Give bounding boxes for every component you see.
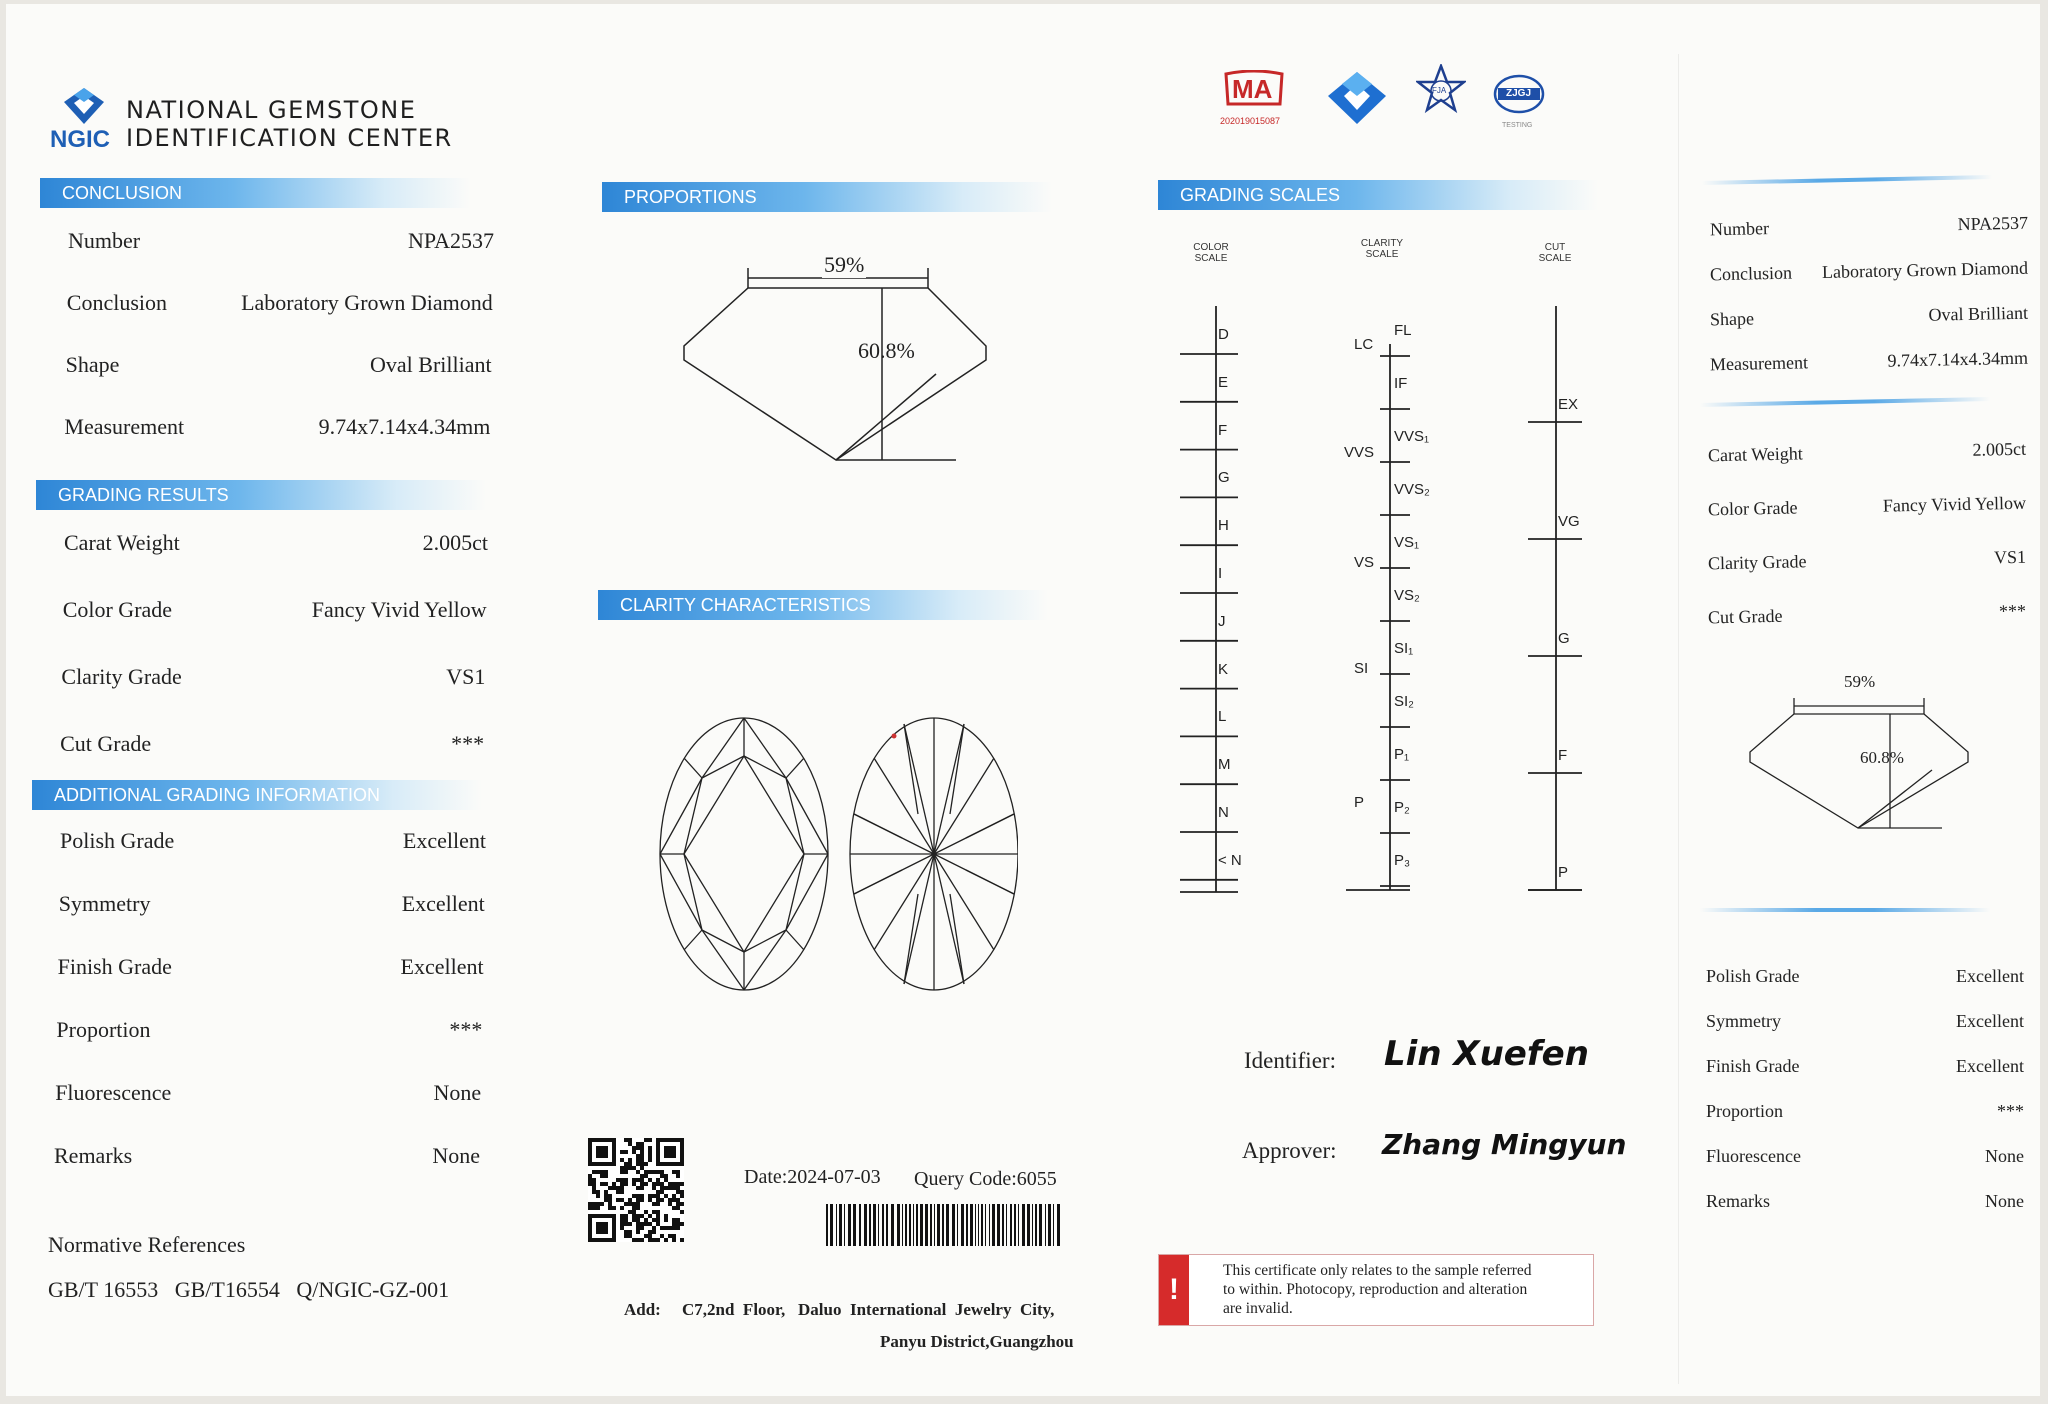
clarity-grade-label: P₃	[1394, 852, 1411, 869]
info-value: Excellent	[400, 954, 484, 979]
info-value: Oval Brilliant	[370, 352, 492, 377]
clarity-characteristics-banner: CLARITY CHARACTERISTICS	[598, 590, 1048, 620]
color-grade-label: < N	[1218, 851, 1242, 869]
identifier-label: Identifier:	[1244, 1048, 1336, 1073]
info-label: Measurement	[64, 414, 185, 439]
color-grade-label: D	[1218, 326, 1229, 343]
info-value: Fancy Vivid Yellow	[1882, 492, 2027, 516]
conclusion-banner: CONCLUSION	[40, 178, 470, 208]
info-row	[58, 954, 484, 980]
info-row	[1708, 601, 2026, 629]
warning-box	[1158, 1254, 1594, 1326]
info-label: Remarks	[1706, 1191, 1770, 1211]
info-row	[61, 664, 485, 690]
info-label: Symmetry	[1706, 1011, 1781, 1031]
info-row	[1710, 303, 2028, 331]
warning-icon: !	[1159, 1255, 1189, 1325]
clarity-grade-label: FL	[1394, 322, 1412, 339]
info-label: Cut Grade	[1707, 605, 1783, 628]
cut-grade-label: F	[1558, 747, 1568, 764]
info-value: ***	[1997, 1101, 2024, 1121]
clarity-grade-label: VS₂	[1394, 587, 1420, 604]
info-row	[1710, 213, 2028, 241]
clarity-grade-label: SI₁	[1394, 640, 1414, 657]
grading-scales-banner: GRADING SCALES	[1158, 180, 1598, 210]
info-row	[67, 290, 493, 316]
info-row	[59, 891, 485, 917]
info-row	[64, 530, 488, 556]
color-grade-label: L	[1218, 708, 1227, 726]
clarity-grade-label: P₁	[1394, 746, 1410, 763]
summary-table-percent: 59%	[1844, 672, 1876, 691]
depth-percent: 60.8%	[858, 338, 915, 363]
info-value: ***	[451, 731, 485, 756]
summary-top-rule	[1702, 175, 1992, 185]
color-grade-label: H	[1218, 517, 1229, 535]
info-label: Color Grade	[1707, 497, 1798, 520]
color-grade-label: I	[1218, 565, 1223, 582]
info-value: VS1	[1993, 546, 2027, 568]
address-label: Add:	[624, 1300, 661, 1319]
identifier-signature: Lin Xuefen	[1384, 1034, 1589, 1074]
info-value: VS1	[446, 664, 486, 689]
info-value: None	[1985, 1191, 2024, 1211]
clarity-grade-label: P₂	[1394, 799, 1410, 816]
summary-mid-rule	[1700, 397, 1990, 407]
info-label: Conclusion	[66, 290, 168, 315]
color-grade-label: K	[1218, 660, 1229, 678]
info-label: Carat Weight	[1707, 443, 1803, 466]
info-row	[60, 828, 486, 854]
table-percent: 59%	[824, 252, 865, 277]
info-row	[64, 414, 490, 440]
grading-results-banner: GRADING RESULTS	[36, 480, 486, 510]
info-label: Fluorescence	[55, 1080, 172, 1105]
info-label: Conclusion	[1709, 262, 1793, 285]
info-value: 9.74x7.14x4.34mm	[318, 414, 491, 439]
additional-info-banner: ADDITIONAL GRADING INFORMATION	[32, 780, 482, 810]
color-grade-label: J	[1218, 612, 1226, 630]
info-label: Clarity Grade	[1707, 551, 1807, 574]
info-label: Remarks	[54, 1143, 133, 1168]
color-scale-title: COLOR SCALE	[1193, 242, 1229, 264]
clarity-grade-label: IF	[1394, 375, 1408, 392]
cma-number: 202019015087	[1220, 116, 1281, 126]
info-value: Laboratory Grown Diamond	[1821, 257, 2029, 282]
info-label: Finish Grade	[1706, 1056, 1800, 1076]
summary-proportions-diagram	[1746, 690, 1972, 832]
info-label: Proportion	[56, 1017, 151, 1042]
scale-lines	[1166, 294, 1606, 904]
info-value: 9.74x7.14x4.34mm	[1887, 347, 2029, 371]
info-value: 2.005ct	[422, 530, 488, 555]
info-row	[1706, 966, 2024, 987]
info-label: Clarity Grade	[61, 664, 182, 689]
info-row	[1708, 547, 2026, 575]
card-divider	[1678, 54, 1679, 1384]
barcode-icon	[826, 1204, 1064, 1246]
info-label: Fluorescence	[1706, 1146, 1801, 1166]
cut-scale-title: CUT SCALE	[1538, 242, 1572, 264]
info-value: Excellent	[1956, 1056, 2024, 1076]
info-value: Fancy Vivid Yellow	[311, 597, 487, 622]
proportions-diagram	[676, 254, 996, 474]
info-label: Cut Grade	[60, 731, 152, 756]
info-row	[1706, 1056, 2024, 1077]
info-row	[63, 597, 487, 623]
info-row	[56, 1017, 482, 1043]
fja-mark-text: FJA	[1432, 86, 1447, 95]
cma-mark-text: MA	[1232, 74, 1273, 104]
normative-refs: GB/T 16553 GB/T16554 Q/NGIC-GZ-001	[48, 1277, 450, 1302]
info-row	[68, 228, 494, 254]
info-row	[55, 1080, 481, 1106]
clarity-group-label: VVS	[1344, 444, 1375, 461]
info-label: Color Grade	[62, 597, 173, 622]
info-value: NPA2537	[408, 228, 494, 253]
info-label: Polish Grade	[1706, 966, 1800, 986]
logo-line-2: IDENTIFICATION CENTER	[126, 124, 453, 152]
cut-grade-label: G	[1558, 630, 1570, 647]
info-row	[1706, 1101, 2024, 1122]
clarity-group-label: LC	[1354, 336, 1374, 353]
cut-grade-label: EX	[1558, 396, 1579, 413]
info-label: Finish Grade	[57, 954, 172, 979]
info-row	[1708, 439, 2026, 467]
info-value: 2.005ct	[1972, 438, 2027, 460]
info-row	[1706, 1011, 2024, 1032]
color-grade-label: G	[1218, 469, 1230, 487]
info-label: Measurement	[1709, 352, 1809, 375]
approver-label: Approver:	[1242, 1138, 1337, 1163]
query-code: Query Code:6055	[914, 1168, 1057, 1190]
info-value: ***	[449, 1017, 483, 1042]
info-label: Shape	[65, 352, 120, 377]
color-grade-label: E	[1218, 373, 1229, 391]
info-row	[1706, 1191, 2024, 1212]
info-value: NPA2537	[1957, 212, 2029, 235]
info-value: Excellent	[1956, 1011, 2024, 1031]
info-value: None	[1985, 1146, 2024, 1166]
color-grade-label: M	[1218, 756, 1231, 774]
issue-date: Date:2024-07-03	[744, 1166, 881, 1188]
info-value: Laboratory Grown Diamond	[241, 290, 493, 315]
info-row	[1706, 1146, 2024, 1167]
info-label: Proportion	[1706, 1101, 1784, 1121]
color-grade-label: N	[1218, 804, 1229, 821]
clarity-grade-label: VVS₂	[1394, 481, 1430, 498]
certificate-sheet	[6, 4, 2040, 1396]
clarity-grade-label: VVS₁	[1394, 428, 1430, 445]
clarity-grade-label: VS₁	[1394, 534, 1420, 551]
info-value: Excellent	[401, 891, 485, 916]
clarity-plot-diagram	[656, 714, 1018, 994]
ngic-logo-word: NGIC	[50, 126, 110, 153]
clarity-group-label: VS	[1354, 554, 1375, 571]
normative-title: Normative References	[48, 1232, 246, 1257]
ngic-blue-mark-icon	[1326, 70, 1388, 126]
info-label: Carat Weight	[64, 530, 180, 555]
info-row	[1710, 258, 2028, 286]
info-value: None	[432, 1143, 480, 1168]
zjgj-mark-text: ZJGJ	[1506, 88, 1532, 99]
ngic-diamond-logo-icon	[62, 88, 106, 124]
info-value: Excellent	[1956, 966, 2024, 986]
info-label: Number	[68, 228, 141, 253]
info-value: Excellent	[402, 828, 486, 853]
info-value: ***	[1998, 600, 2027, 622]
info-row	[1708, 493, 2026, 521]
warning-text: This certificate only relates to the sample referred to within. Photocopy, reproduction and alteration are invalid.	[1223, 1262, 1532, 1317]
info-label: Number	[1709, 218, 1770, 240]
info-row	[1710, 348, 2028, 376]
logo-line-1: NATIONAL GEMSTONE	[126, 96, 417, 124]
info-row	[60, 731, 484, 757]
cut-grade-label: VG	[1558, 513, 1580, 530]
address-line-2: Panyu District,Guangzhou	[880, 1332, 1074, 1351]
info-label: Symmetry	[58, 891, 151, 916]
approver-signature: Zhang Mingyun	[1382, 1128, 1627, 1161]
info-label: Shape	[1709, 308, 1755, 330]
clarity-scale-title: CLARITY SCALE	[1360, 238, 1404, 260]
info-value: None	[433, 1080, 482, 1105]
address-line-1: C7,2nd Floor, Daluo International Jewelry City,	[682, 1300, 1055, 1319]
proportions-banner: PROPORTIONS	[602, 182, 1052, 212]
zjgj-mark-sub: TESTING	[1502, 122, 1533, 129]
cut-grade-label: P	[1558, 864, 1569, 881]
summary-bottom-rule	[1700, 908, 1990, 912]
info-row	[54, 1143, 480, 1169]
clarity-group-label: SI	[1354, 660, 1369, 677]
clarity-grade-label: SI₂	[1394, 693, 1414, 710]
color-grade-label: F	[1218, 421, 1228, 439]
clarity-group-label: P	[1354, 794, 1365, 811]
summary-depth-percent: 60.8%	[1860, 748, 1904, 767]
qr-code-icon	[588, 1138, 684, 1242]
info-row	[66, 352, 492, 378]
info-value: Oval Brilliant	[1928, 302, 2029, 325]
info-label: Polish Grade	[60, 828, 175, 853]
